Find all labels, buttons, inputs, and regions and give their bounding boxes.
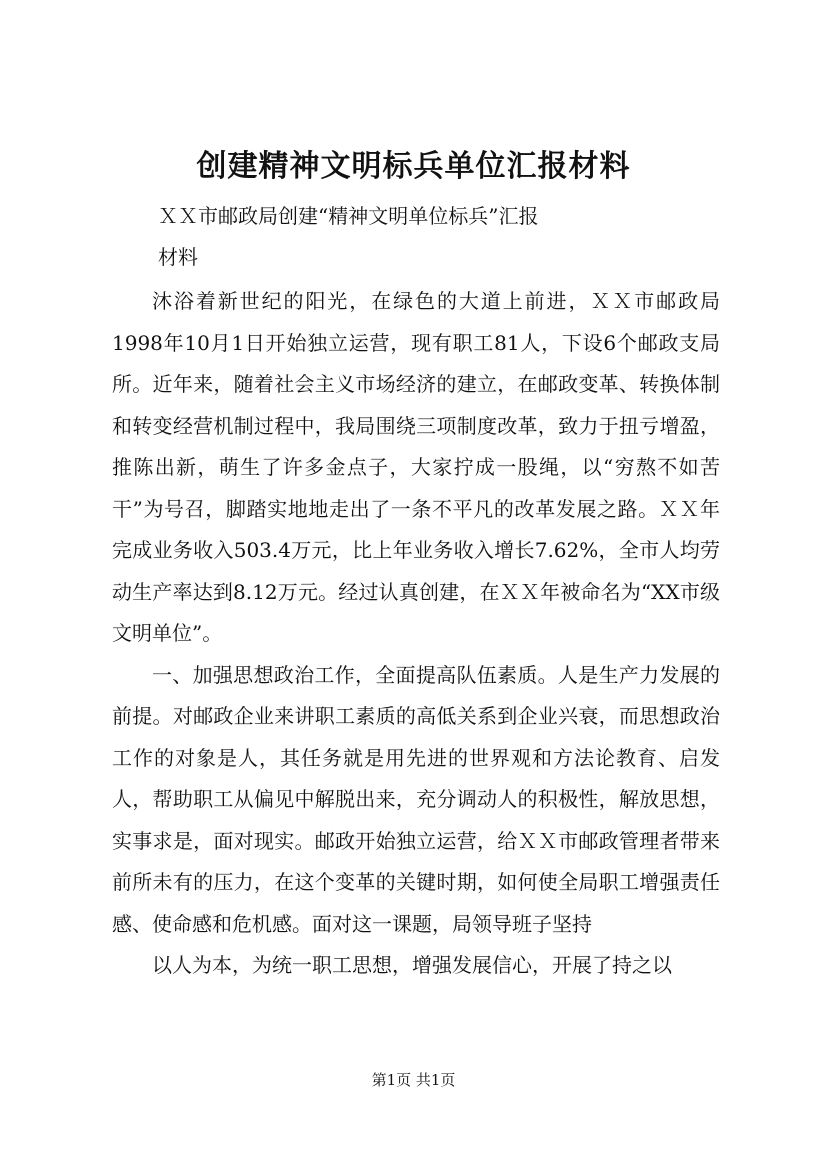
paragraph-intro: 沐浴着新世纪的阳光，在绿色的大道上前进，ＸＸ市邮政局1998年10月1日开始独立运营，现有职工81人，下设6个邮政支局所。近年来，随着社会主义市场经济的建立，在邮政变革、转换体制和转变经营机制过程中，我局围绕三项制度改革，致力于扭亏增盈，推陈出新，萌生了许多金点子，大家拧成一股绳，以“穷熬不如苦干”为号召，脚踏实地地走出了一条不平凡的改革发展之路。ＸＸ年完成业务收入503.4万元，比上年业务收入增长7.62%，全市人均劳动生产率达到8.12万元。经过认真创建，在ＸＸ年被命名为“XX市级文明单位”。 <box>112 289 720 645</box>
document-body <box>112 281 720 987</box>
subtitle-line-1: ＸＸ市邮政局创建“精神文明单位标兵”汇报 <box>158 204 539 228</box>
page-footer: 第1页 共1页 <box>371 1071 456 1089</box>
paragraph-continuation: 以人为本，为统一职工思想，增强发展信心，开展了持之以 <box>152 953 672 977</box>
paragraph-section-one: 一、加强思想政治工作，全面提高队伍素质。人是生产力发展的前提。对邮政企业来讲职工素质的高低关系到企业兴衰，而思想政治工作的对象是人，其任务就是用先进的世界观和方法论教育、启发人，帮助职工从偏见中解脱出来，充分调动人的积极性，解放思想，实事求是，面对现实。邮政开始独立运营，给ＸＸ市邮政管理者带来前所未有的压力，在这个变革的关键时期，如何使全局职工增强责任感、使命感和危机感。面对这一课题，局领导班子坚持 <box>112 662 720 936</box>
document-title: 创建精神文明标兵单位汇报材料 <box>196 149 631 184</box>
subtitle-line-2: 材料 <box>158 245 198 269</box>
